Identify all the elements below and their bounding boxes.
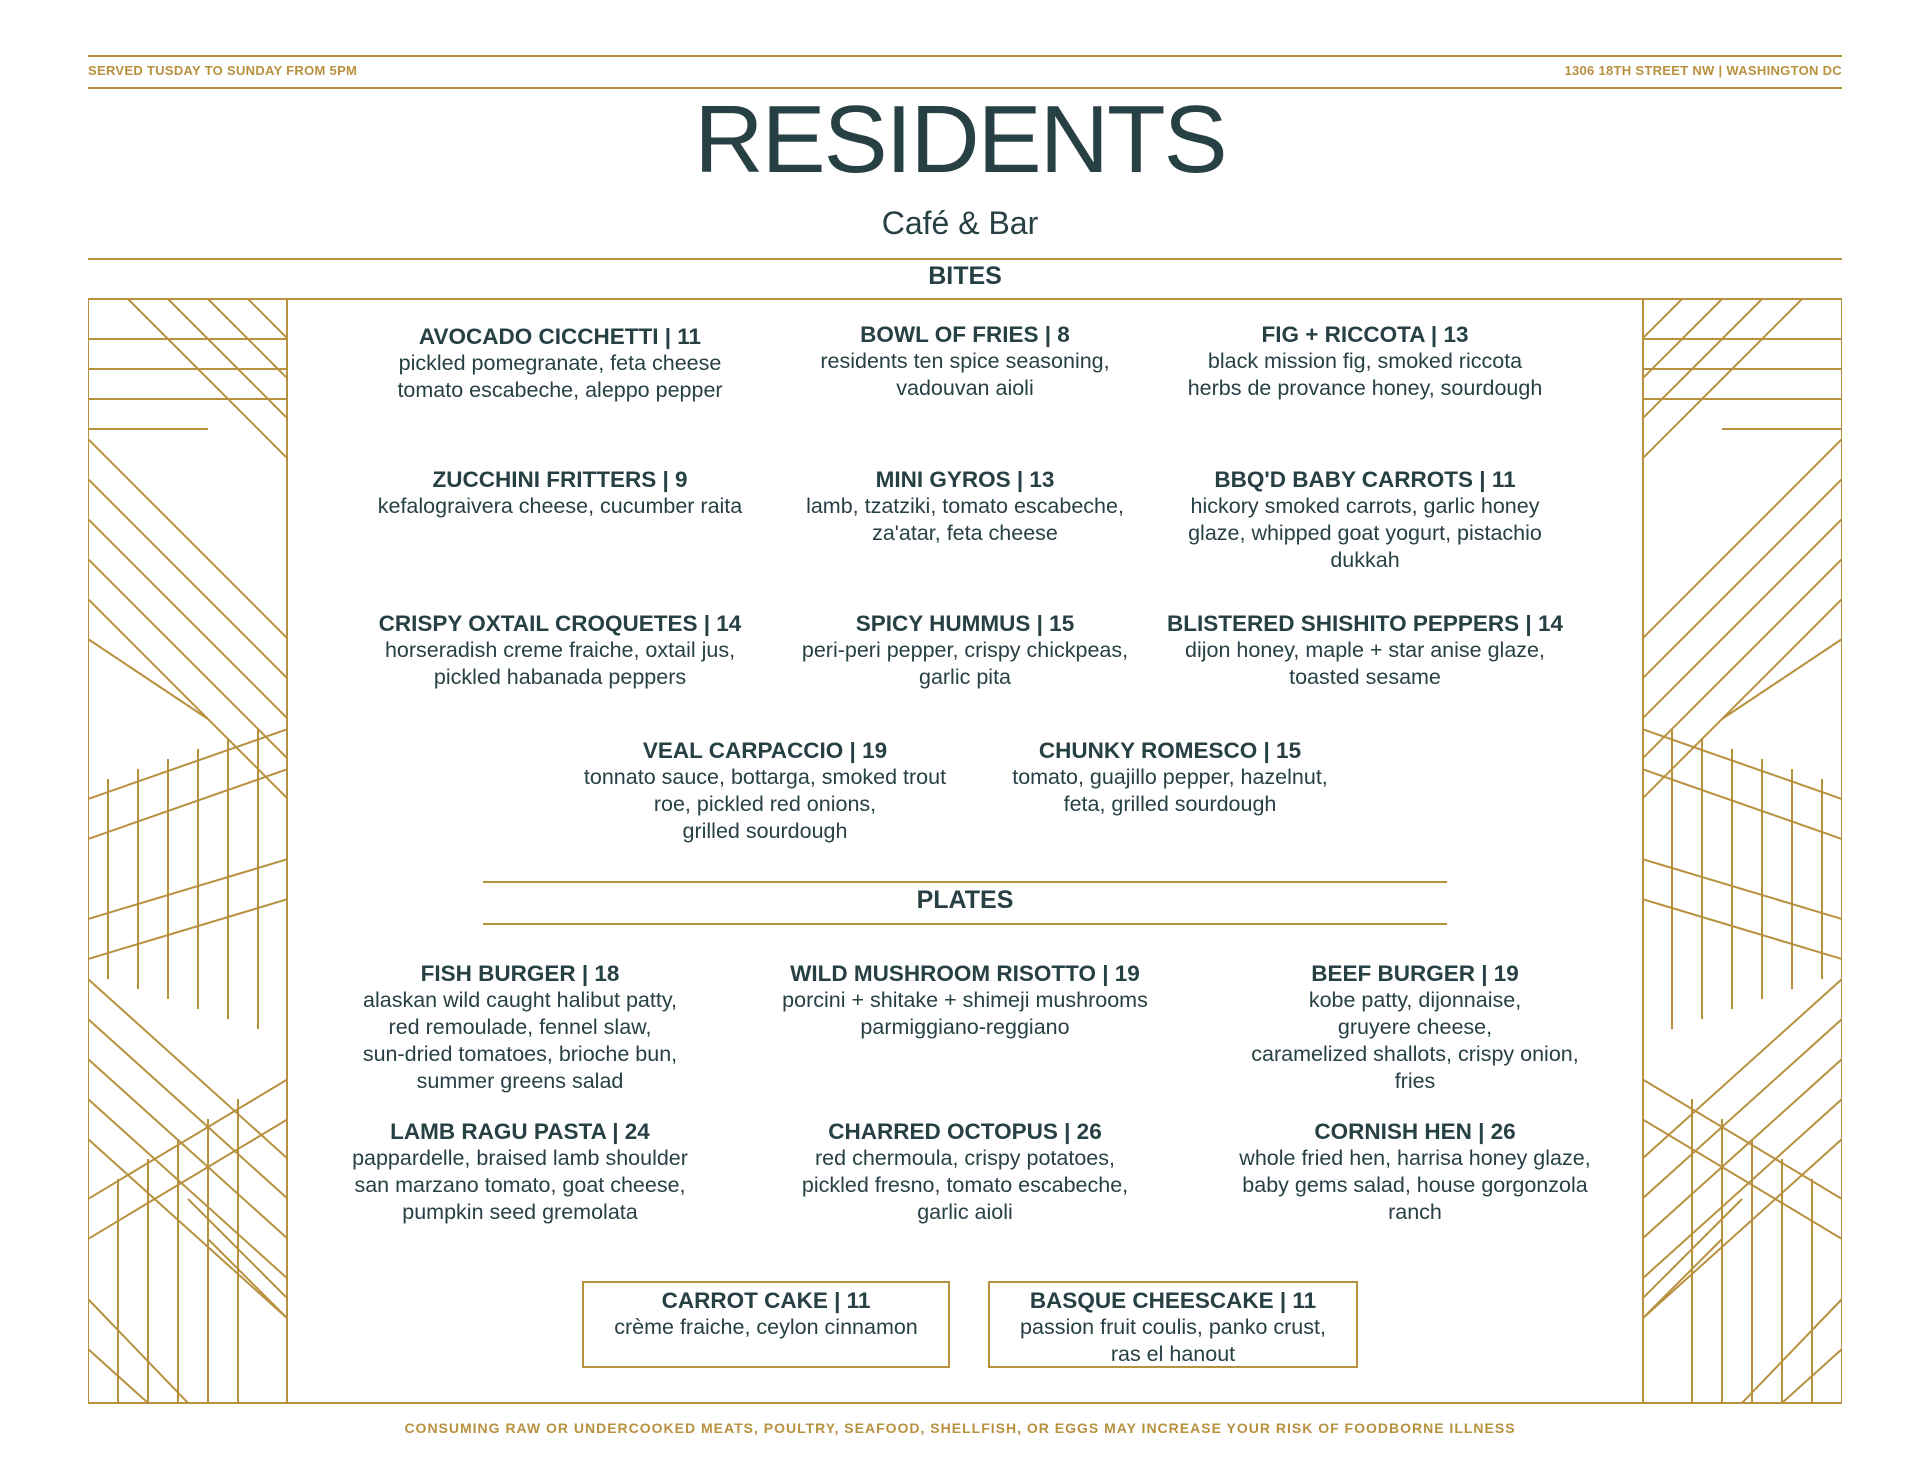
item-desc-line: residents ten spice seasoning, — [820, 349, 1110, 373]
item-desc-line: porcini + shitake + shimeji mushrooms — [782, 988, 1148, 1012]
item-desc-line: tomato, guajillo pepper, hazelnut, — [1012, 765, 1328, 789]
menu-item — [770, 610, 1160, 691]
item-desc-line: herbs de provance honey, sourdough — [1187, 376, 1543, 400]
menu-item — [990, 1287, 1356, 1368]
item-desc-line: horseradish creme fraiche, oxtail jus, — [384, 638, 736, 662]
menu-item — [360, 610, 760, 691]
item-desc-line: summer greens salad — [416, 1069, 624, 1093]
top-rule — [88, 55, 1842, 57]
item-desc-line: dijon honey, maple + star anise glaze, — [1185, 638, 1545, 662]
item-name: BEEF BURGER | 19 — [1311, 961, 1519, 986]
menu-item — [770, 1118, 1160, 1226]
address-text: 1306 18TH STREET NW | WASHINGTON DC — [1564, 63, 1842, 78]
item-desc-line: pickled pomegranate, feta cheese — [398, 351, 722, 375]
item-desc-line: pickled habanada peppers — [433, 665, 687, 689]
item-name: ZUCCHINI FRITTERS | 9 — [432, 467, 688, 492]
item-name: BOWL OF FRIES | 8 — [860, 322, 1070, 347]
item-desc-line: kefalograivera cheese, cucumber raita — [377, 494, 743, 518]
menu-item — [560, 737, 970, 845]
menu-item — [750, 960, 1180, 1041]
item-name: FISH BURGER | 18 — [420, 961, 620, 986]
item-desc-line: sun-dried tomatoes, brioche bun, — [362, 1042, 678, 1066]
item-name: CORNISH HEN | 26 — [1314, 1119, 1516, 1144]
menu-item — [1160, 610, 1570, 691]
plates-rule-bottom — [483, 923, 1447, 925]
item-desc-line: gruyere cheese, — [1337, 1015, 1493, 1039]
item-desc-line: glaze, whipped goat yogurt, pistachio — [1188, 521, 1542, 545]
item-desc-line: alaskan wild caught halibut patty, — [363, 988, 677, 1012]
item-name: BBQ'D BABY CARROTS | 11 — [1214, 467, 1516, 492]
item-desc-line: pappardelle, braised lamb shoulder — [352, 1146, 688, 1170]
item-desc-line: tonnato sauce, bottarga, smoked trout — [583, 765, 947, 789]
menu-item — [350, 466, 770, 520]
item-desc-line: caramelized shallots, crispy onion, — [1251, 1042, 1579, 1066]
menu-item — [584, 1287, 948, 1341]
menu-item — [1220, 960, 1610, 1095]
item-desc-line: red remoulade, fennel slaw, — [388, 1015, 652, 1039]
menu-item — [330, 1118, 710, 1226]
menu-item — [770, 321, 1160, 402]
dessert-box — [582, 1281, 950, 1368]
dessert-box — [988, 1281, 1358, 1368]
item-desc-line: tomato escabeche, aleppo pepper — [397, 378, 723, 402]
item-desc-line: ranch — [1388, 1200, 1442, 1224]
item-desc-line: lamb, tzatziki, tomato escabeche, — [806, 494, 1124, 518]
item-desc-line: grilled sourdough — [682, 819, 848, 843]
restaurant-subtitle: Café & Bar — [881, 205, 1039, 241]
item-desc-line: black mission fig, smoked riccota — [1207, 349, 1523, 373]
item-desc-line: whole fried hen, harrisa honey glaze, — [1239, 1146, 1591, 1170]
food-safety-notice: CONSUMING RAW OR UNDERCOOKED MEATS, POULTRY, SEAFOOD, SHELLFISH, OR EGGS MAY INCREASE YOUR RISK OF FOODBORNE ILLNESS — [404, 1420, 1516, 1436]
item-desc-line: kobe patty, dijonnaise, — [1308, 988, 1522, 1012]
item-desc-line: roe, pickled red onions, — [653, 792, 877, 816]
item-desc-line: red chermoula, crispy potatoes, — [815, 1146, 1115, 1170]
item-desc-line: passion fruit coulis, panko crust, — [1020, 1315, 1326, 1339]
item-name: FIG + RICCOTA | 13 — [1261, 322, 1469, 347]
item-desc-line: pumpkin seed gremolata — [402, 1200, 638, 1224]
menu-item — [330, 960, 710, 1095]
item-desc-line: toasted sesame — [1289, 665, 1441, 689]
item-name: CHUNKY ROMESCO | 15 — [1038, 738, 1302, 763]
left-decorative-pattern — [88, 299, 288, 1403]
item-name: VEAL CARPACCIO | 19 — [642, 738, 888, 763]
item-name: SPICY HUMMUS | 15 — [855, 611, 1075, 636]
hours-text: SERVED TUSDAY TO SUNDAY FROM 5PM — [88, 63, 358, 78]
item-desc-line: vadouvan aioli — [896, 376, 1034, 400]
item-desc-line: pickled fresno, tomato escabeche, — [801, 1173, 1129, 1197]
item-name: CARROT CAKE | 11 — [661, 1288, 871, 1313]
menu-item — [770, 466, 1160, 547]
item-desc-line: garlic pita — [918, 665, 1011, 689]
item-name: AVOCADO CICCHETTI | 11 — [418, 324, 702, 349]
menu-item — [1220, 1118, 1610, 1226]
item-desc-line: za'atar, feta cheese — [872, 521, 1058, 545]
item-desc-line: peri-peri pepper, crispy chickpeas, — [801, 638, 1129, 662]
menu-item — [360, 323, 760, 404]
item-desc-line: ras el hanout — [1110, 1342, 1236, 1366]
menu-item — [1160, 321, 1570, 402]
item-desc-line: dukkah — [1330, 548, 1400, 572]
item-desc-line: san marzano tomato, goat cheese, — [354, 1173, 686, 1197]
restaurant-title: RESIDENTS — [694, 86, 1226, 193]
bites-rule — [88, 258, 1842, 260]
item-desc-line: hickory smoked carrots, garlic honey — [1190, 494, 1540, 518]
item-name: LAMB RAGU PASTA | 24 — [390, 1119, 650, 1144]
menu-item — [990, 737, 1350, 818]
item-desc-line: baby gems salad, house gorgonzola — [1242, 1173, 1588, 1197]
item-desc-line: crème fraiche, ceylon cinnamon — [614, 1315, 918, 1339]
item-name: CRISPY OXTAIL CROQUETES | 14 — [378, 611, 742, 636]
item-desc-line: garlic aioli — [917, 1200, 1013, 1224]
bites-heading: BITES — [928, 262, 1002, 290]
frame-bottom-rule — [88, 1402, 1842, 1404]
plates-heading: PLATES — [916, 886, 1014, 914]
item-name: BLISTERED SHISHITO PEPPERS | 14 — [1167, 611, 1563, 636]
item-name: MINI GYROS | 13 — [875, 467, 1055, 492]
item-desc-line: fries — [1394, 1069, 1436, 1093]
item-desc-line: feta, grilled sourdough — [1063, 792, 1277, 816]
plates-rule-top — [483, 881, 1447, 883]
item-name: CHARRED OCTOPUS | 26 — [828, 1119, 1102, 1144]
frame-top-rule — [88, 298, 1842, 300]
item-name: WILD MUSHROOM RISOTTO | 19 — [790, 961, 1140, 986]
right-decorative-pattern — [1642, 299, 1842, 1403]
item-desc-line: parmiggiano-reggiano — [860, 1015, 1070, 1039]
item-name: BASQUE CHEESCAKE | 11 — [1029, 1288, 1317, 1313]
menu-item — [1160, 466, 1570, 574]
